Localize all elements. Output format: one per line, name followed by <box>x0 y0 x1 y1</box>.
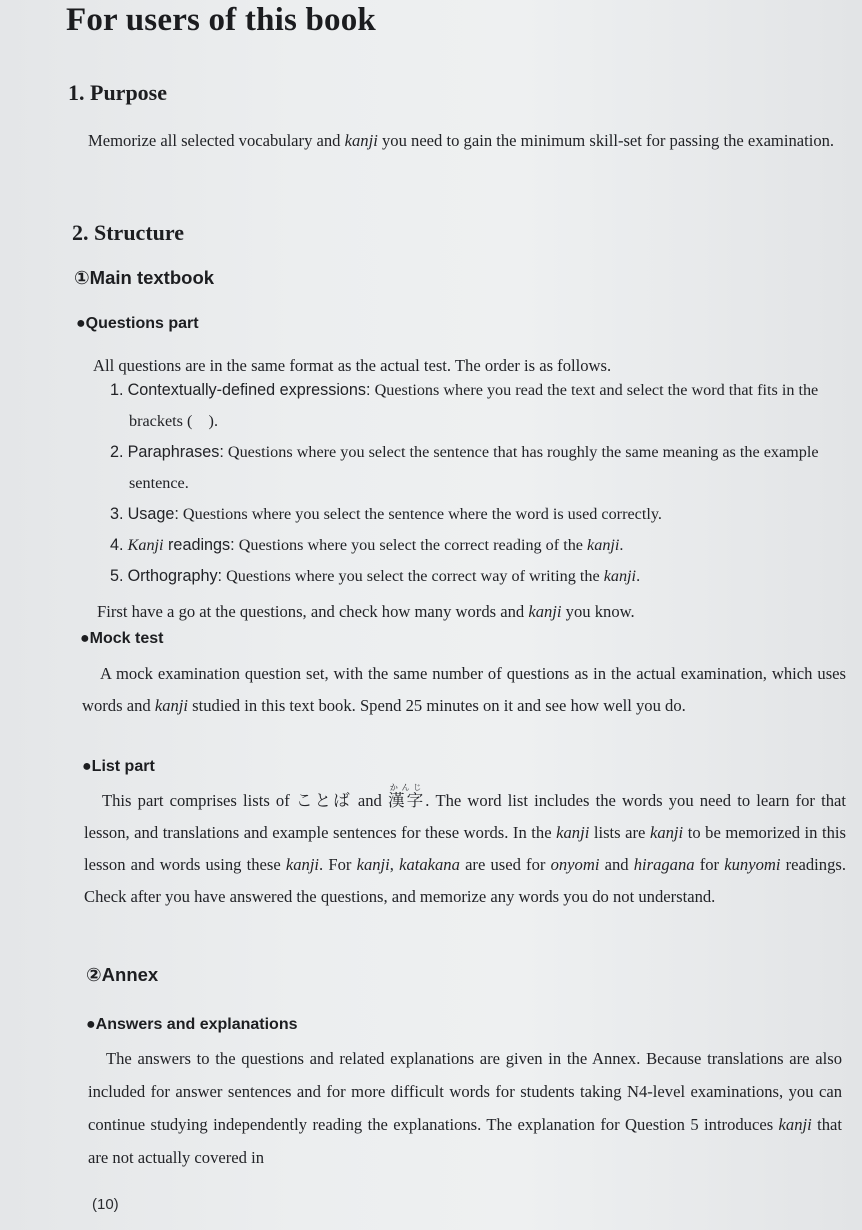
mock-test-paragraph: A mock examination question set, with the same number of questions as in the actual examination, which uses words and kanji studied in this text book. Spend 25 minutes on it and see how well you do. <box>82 664 846 715</box>
list-item: 2. Paraphrases: Questions where you select the sentence that has roughly the same meaning as the example sentence. <box>110 443 819 492</box>
list-part-paragraph: This part comprises lists of ことば and 漢字かんじ. The word list includes the words you need to learn for that lesson, and translations and example sentences for these words. In the kanji lists are kanji to be memorized in this lesson and words using these kanji. For kanji, katakana are used for onyomi and hiragana for kunyomi readings. Check after you have answered the questions, and memorize any words you do not understand. <box>84 783 846 906</box>
list-item: 4. Kanji readings: Questions where you select the correct reading of the kanji. <box>110 536 624 554</box>
list-item: 3. Usage: Questions where you select the sentence where the word is used correctly. <box>110 505 662 523</box>
answers-paragraph: The answers to the questions and related explanations are given in the Annex. Because translations are also included for answer sentences and for more difficult words for students taking N4-level examinations, you can continue studying independently reading the explanations. The explanation for Question 5 introduces kanji that are not actually covered in <box>88 1049 842 1167</box>
answers-heading: ●Answers and explanations <box>86 1016 298 1033</box>
main-textbook-heading: ①Main textbook <box>74 267 215 288</box>
structure-heading: 2. Structure <box>72 220 185 245</box>
list-item: 5. Orthography: Questions where you select the correct way of writing the kanji. <box>110 567 641 585</box>
purpose-paragraph: Memorize all selected vocabulary and kanji you need to gain the minimum skill-set for passing the examination. <box>88 131 835 150</box>
annex-heading: ②Annex <box>86 964 159 985</box>
mock-test-heading: ●Mock test <box>80 630 164 647</box>
questions-outro: First have a go at the questions, and check how many words and kanji you know. <box>97 602 635 621</box>
questions-part-heading: ●Questions part <box>76 315 199 332</box>
page-title: For users of this book <box>66 2 376 38</box>
purpose-heading: 1. Purpose <box>68 80 167 105</box>
list-item: 1. Contextually-defined expressions: Questions where you read the text and select the word that fits in the brackets ( ). <box>110 381 819 430</box>
question-types-list <box>110 375 855 592</box>
list-part-heading: ●List part <box>82 758 155 775</box>
questions-intro: All questions are in the same format as the actual test. The order is as follows. <box>93 356 612 375</box>
page-number: (10) <box>92 1196 119 1213</box>
